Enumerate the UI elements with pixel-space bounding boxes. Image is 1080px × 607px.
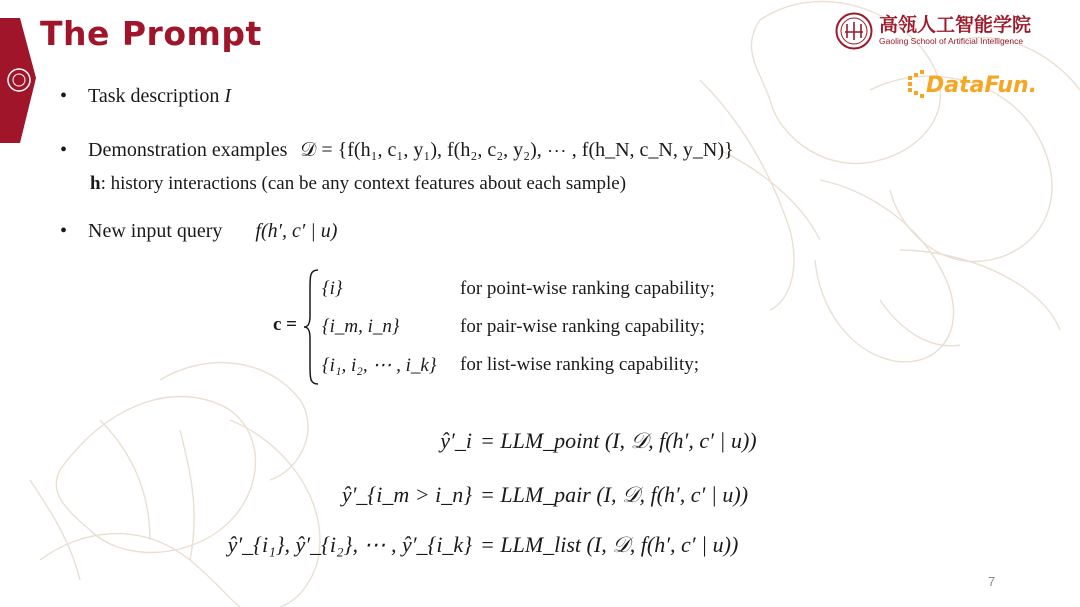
bullet-dot-icon: • [60,85,68,107]
datafun-text: DataFun. [926,73,1036,98]
datafun-logo-icon [906,66,1036,100]
bullet-label: Demonstration examples [88,139,288,161]
eq-pair-lhs: ŷ′_{i_m > i_n} [341,482,472,507]
school-name-cn: 高瓴人工智能学院 [879,14,1032,36]
school-name-en: Gaoling School of Artificial Intelligence [879,36,1024,46]
bullet-dot-icon: • [60,139,68,161]
history-note-symbol: h [90,173,101,194]
bullet-math: I [224,85,232,107]
cases-desc-list: for list-wise ranking capability; [460,354,700,375]
school-logo [835,12,1031,50]
seal-ribbon-icon [0,18,36,143]
cases-set-point: {i} [322,278,343,299]
bullet-math: f(h′, c′ | u) [255,220,338,242]
eq-point-lhs: ŷ′_i [440,428,472,453]
cases-lhs: c = [273,314,298,335]
eq-list-rhs: = LLM_list (I, 𝒟, f(h′, c′ | u)) [480,532,739,557]
datafun-logo [906,66,1036,105]
page-number: 7 [988,574,996,589]
cases-set-list: {i₁, i₂, ⋯ , i_k} [322,355,437,376]
bullet-dot-icon: • [60,220,68,242]
bullet-math: 𝒟 = {f(h₁, c₁, y₁), f(h₂, c₂, y₂), ⋯ , f(h_N, c_N, y_N)} [300,139,734,161]
eq-point-rhs: = LLM_point (I, 𝒟, f(h′, c′ | u)) [480,428,757,453]
history-note [90,172,626,196]
page-title: The Prompt [40,14,262,53]
history-note-text: : history interactions (can be any context features about each sample) [100,173,627,194]
cases-desc-point: for point-wise ranking capability; [460,278,715,299]
left-brace-icon [302,268,322,386]
cases-set-pair: {i_m, i_n} [322,316,400,337]
bullet-label: Task description [88,85,220,107]
bullet-task-description [60,84,231,108]
cases-desc-pair: for pair-wise ranking capability; [460,316,705,337]
bullet-label: New input query [88,220,223,242]
bullet-new-input-query [60,219,337,243]
eq-list-lhs: ŷ′_{i₁}, ŷ′_{i₂}, ⋯ , ŷ′_{i_k} [227,532,472,557]
eq-pair-rhs: = LLM_pair (I, 𝒟, f(h′, c′ | u)) [480,482,749,507]
school-seal-icon [835,12,873,50]
bullet-demonstration-examples [60,138,734,162]
